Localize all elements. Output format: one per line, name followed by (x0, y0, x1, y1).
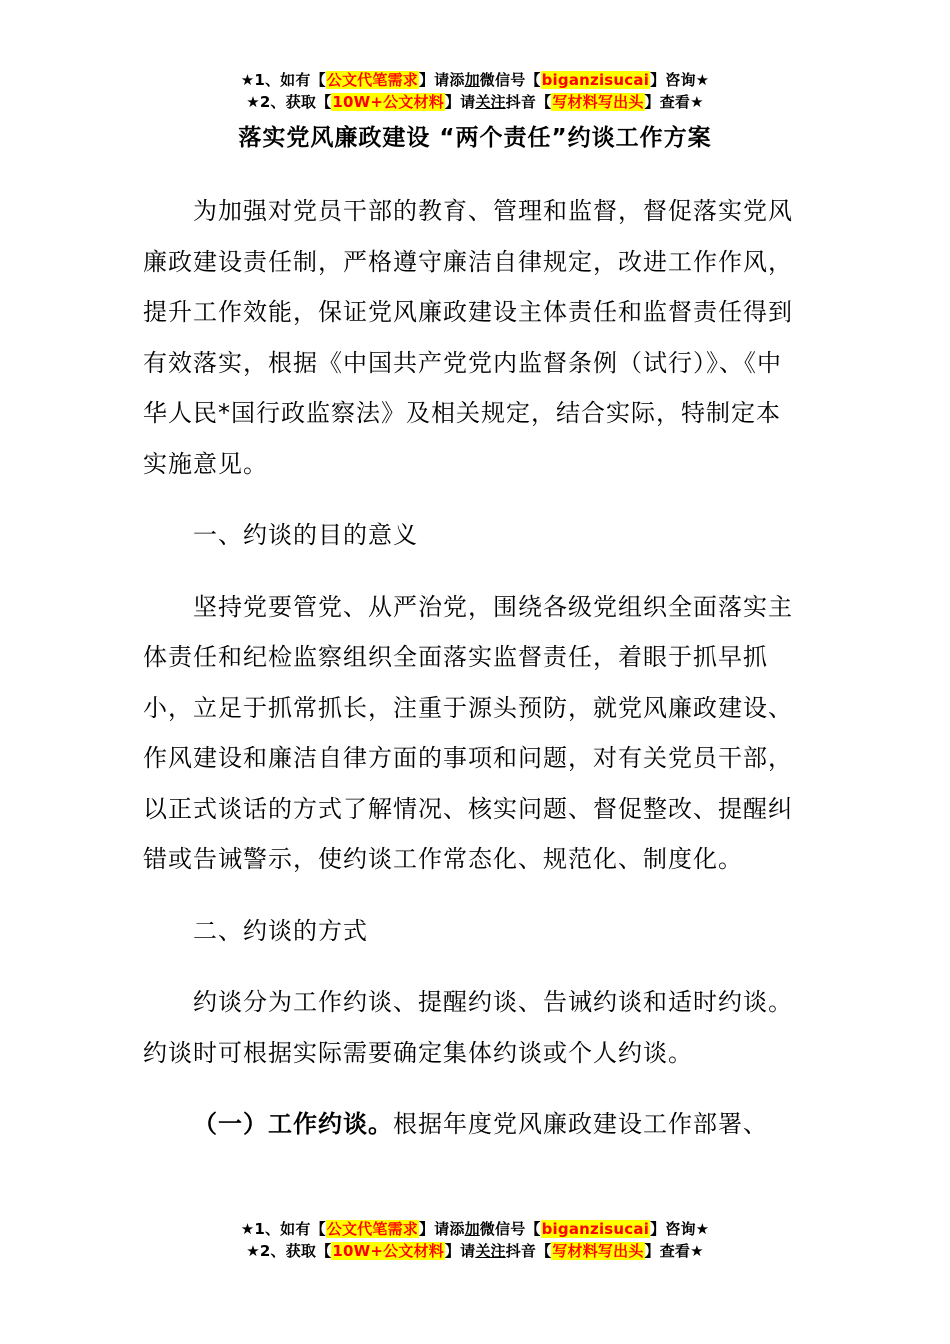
banner-underlined-text: 加 (464, 1220, 480, 1238)
section-heading-1: 一、约谈的目的意义 (193, 521, 418, 549)
banner-highlight: 10W+公文材料 (332, 93, 444, 111)
banner-text: 抖音【 (505, 93, 552, 111)
banner-text: 】请 (444, 1242, 476, 1260)
banner-underlined-text: 加 (464, 71, 480, 89)
document-body (143, 186, 803, 1150)
section-heading-2: 二、约谈的方式 (193, 916, 368, 945)
footer-banner (0, 1218, 950, 1262)
banner-text: ★1、如有【 (240, 1220, 326, 1238)
header-banner-line-2 (0, 91, 950, 113)
banner-text: 】查看★ (644, 93, 704, 111)
section-body-2: 约谈分为工作约谈、提醒约谈、告诫约谈和适时约谈。约谈时可根据实际需要确定集体约谈或个人约谈。 (143, 988, 793, 1067)
banner-highlight: biganzisucai (541, 1220, 650, 1238)
banner-text: ★1、如有【 (240, 71, 326, 89)
header-banner-line-1 (0, 69, 950, 91)
banner-highlight: biganzisucai (541, 71, 650, 89)
banner-text: ★2、获取【 (246, 1242, 332, 1260)
banner-text: 】咨询★ (650, 71, 710, 89)
banner-text: 】请添 (418, 1220, 465, 1238)
banner-highlight: 公文代笔需求 (326, 1220, 418, 1238)
banner-text: ★2、获取【 (246, 93, 332, 111)
section-body-1: 坚持党要管党、从严治党，围绕各级党组织全面落实主体责任和纪检监察组织全面落实监督责任，着眼于抓早抓小，立足于抓常抓长，注重于源头预防，就党风廉政建设、作风建设和廉洁自律方面的事项和问题，对有关党员干部，以正式谈话的方式了解情况、核实问题、督促整改、提醒纠错或告诫警示，使约谈工作常态化、规范化、制度化。 (143, 592, 793, 873)
footer-banner-line-2 (0, 1240, 950, 1262)
subsection-paragraph-1 (143, 1099, 803, 1150)
document-title: 落实党风廉政建设 “两个责任”约谈工作方案 (238, 125, 712, 151)
banner-highlight: 10W+公文材料 (332, 1242, 444, 1260)
footer-banner-line-1 (0, 1218, 950, 1240)
banner-text: 】请 (444, 93, 476, 111)
banner-text: 】咨询★ (650, 1220, 710, 1238)
banner-underlined-text: 关注 (475, 93, 506, 111)
banner-text: 微信号【 (479, 1220, 541, 1238)
banner-highlight: 写材料写出头 (552, 1242, 644, 1260)
banner-text: 抖音【 (505, 1242, 552, 1260)
banner-underlined-text: 关注 (475, 1242, 506, 1260)
subsection-text: 根据年度党风廉政建设工作部署、 (393, 1110, 768, 1138)
subsection-lead: （一）工作约谈。 (193, 1110, 393, 1138)
banner-highlight: 公文代笔需求 (326, 71, 418, 89)
intro-paragraph: 为加强对党员干部的教育、管理和监督，督促落实党风廉政建设责任制，严格遵守廉洁自律规定，改进工作作风，提升工作效能，保证党风廉政建设主体责任和监督责任得到有效落实，根据《中国共产党党内监督条例（试行）》、《中华人民*国行政监察法》及相关规定，结合实际，特制定本实施意见。 (143, 197, 793, 478)
banner-highlight: 写材料写出头 (552, 93, 644, 111)
banner-text: 】请添 (418, 71, 465, 89)
banner-text: 】查看★ (644, 1242, 704, 1260)
banner-text: 微信号【 (479, 71, 541, 89)
header-banner (0, 69, 950, 113)
